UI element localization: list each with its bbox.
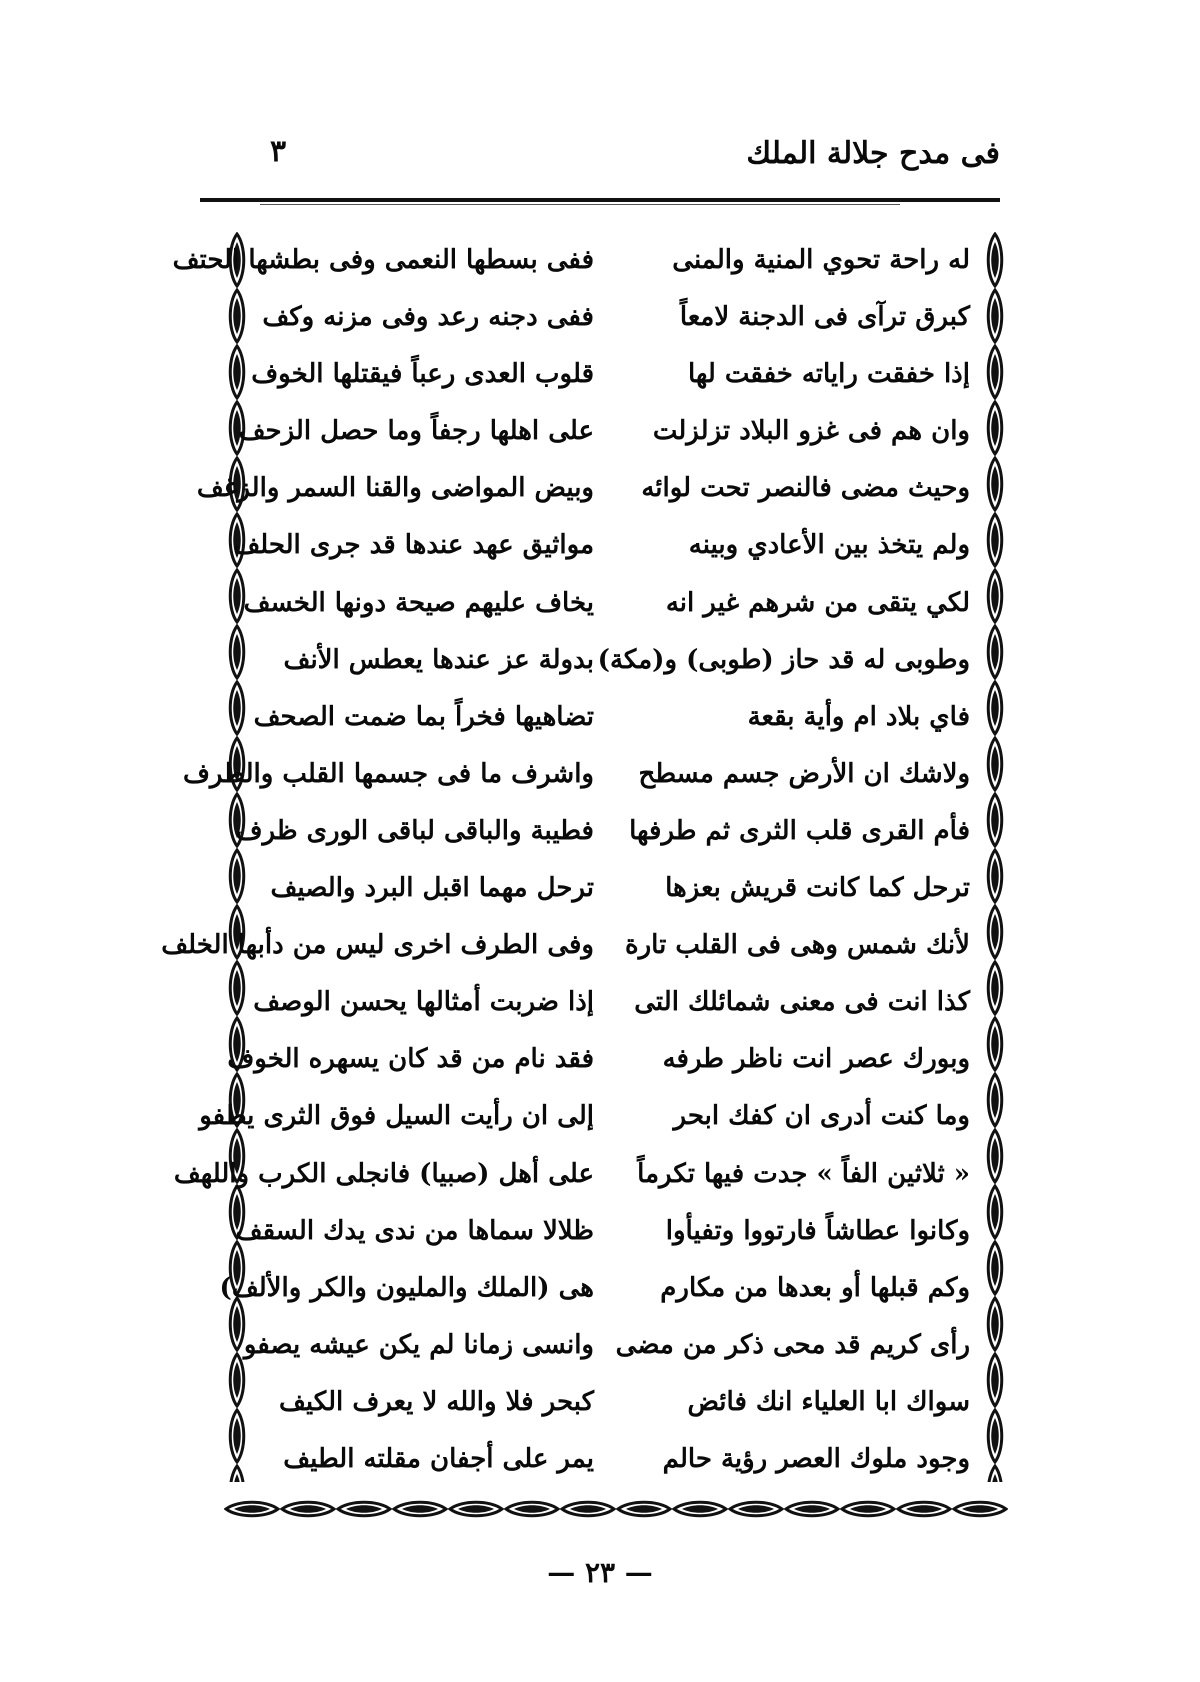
verse-line: وحيث مضى فالنصر تحت لوائه bbox=[641, 473, 970, 504]
verse-line: ولم يتخذ بين الأعادي وبينه bbox=[688, 530, 970, 561]
verse-line: ففى بسطها النعمى وفى بطشها الحتف bbox=[172, 245, 594, 275]
verse-line: بدولة عز عندها يعطس الأنف bbox=[283, 644, 594, 675]
verse-line: لكي يتقى من شرهم غير انه bbox=[665, 587, 970, 618]
verse-line: قلوب العدى رعباً فيقتلها الخوف bbox=[251, 359, 594, 390]
verse-line: ولاشك ان الأرض جسم مسطح bbox=[638, 758, 970, 789]
verse-line: وكم قبلها أو بعدها من مكارم bbox=[660, 1272, 970, 1303]
verse-line: فاي بلاد ام وأية بقعة bbox=[747, 701, 970, 732]
verse-line: مواثيق عهد عندها قد جرى الحلف bbox=[233, 530, 594, 561]
verse-line: كبرق ترآى فى الدجنة لامعاً bbox=[679, 302, 970, 333]
running-header bbox=[240, 128, 1000, 188]
verse-line: إلى ان رأيت السيل فوق الثرى يطفو bbox=[199, 1101, 594, 1132]
verse-line: ففى دجنه رعد وفى مزنه وكف bbox=[262, 302, 594, 333]
ornamental-frame bbox=[161, 232, 1008, 1522]
verse-line: وطوبى له قد حاز (طوبى) و(مكة) bbox=[597, 644, 970, 675]
running-title: فى مدح جلالة الملك bbox=[746, 136, 1000, 171]
verse-line: وان هم فى غزو البلاد تزلزلت bbox=[652, 416, 970, 447]
verse-line: وانسى زمانا لم يكن عيشه يصفو bbox=[243, 1329, 594, 1360]
verse-line: هى (الملك والمليون والكر والألف) bbox=[219, 1272, 594, 1303]
verse-line: سواك ابا العلياء انك فائض bbox=[687, 1386, 970, 1417]
verse-line: فأم القرى قلب الثرى ثم طرفها bbox=[629, 815, 970, 846]
header-rule-thin bbox=[260, 204, 900, 205]
verse-line: تضاهيها فخراً بما ضمت الصحف bbox=[253, 701, 594, 732]
verse-line: ترحل مهما اقبل البرد والصيف bbox=[270, 873, 594, 904]
bottom-ornament-border bbox=[224, 1496, 1008, 1522]
header-rule bbox=[200, 198, 1000, 202]
verse-line: وفى الطرف اخرى ليس من دأبها الخلف bbox=[161, 930, 594, 961]
verse-line: على أهل (صبيا) فانجلى الكرب واللهف bbox=[173, 1158, 594, 1189]
verse-line: وبورك عصر انت ناظر طرفه bbox=[662, 1044, 970, 1075]
verse-line: وجود ملوك العصر رؤية حالم bbox=[662, 1443, 970, 1474]
verse-line: فطيبة والباقى لباقى الورى ظرف bbox=[235, 815, 594, 846]
right-ornament-border bbox=[982, 232, 1008, 1482]
verse-line: لأنك شمس وهى فى القلب تارة bbox=[624, 930, 970, 961]
first-hemistich-column bbox=[597, 232, 970, 1474]
verse-line: وبيض المواضى والقنا السمر والزغف bbox=[196, 473, 594, 504]
verse-line: واشرف ما فى جسمها القلب والطرف bbox=[182, 758, 594, 789]
verse-line: ظلالا سماها من ندى يدك السقف bbox=[235, 1215, 594, 1246]
section-number: ٣ bbox=[270, 134, 287, 169]
poem-body bbox=[161, 232, 978, 1474]
verse-line: وكانوا عطاشاً فارتووا وتفيأوا bbox=[665, 1215, 970, 1246]
verse-line: له راحة تحوي المنية والمنى bbox=[672, 245, 970, 275]
verse-line: وما كنت أدرى ان كفك ابحر bbox=[673, 1101, 970, 1132]
verse-line: فقد نام من قد كان يسهره الخوف bbox=[227, 1044, 594, 1075]
verse-line: رأى كريم قد محى ذكر من مضى bbox=[615, 1329, 970, 1360]
verse-line: « ثلاثين الفاً » جدت فيها تكرماً bbox=[637, 1158, 970, 1189]
verse-line: يخاف عليهم صيحة دونها الخسف bbox=[243, 587, 594, 618]
page-number: — ٢٣ — bbox=[547, 1556, 653, 1589]
second-hemistich-column bbox=[161, 232, 594, 1474]
verse-line: يمر على أجفان مقلته الطيف bbox=[283, 1443, 594, 1474]
verse-line: إذا خفقت راياته خفقت لها bbox=[688, 359, 970, 390]
verse-line: على اهلها رجفاً وما حصل الزحف bbox=[238, 416, 594, 447]
verse-line: كبحر فلا والله لا يعرف الكيف bbox=[279, 1386, 594, 1417]
verse-line: إذا ضربت أمثالها يحسن الوصف bbox=[253, 987, 594, 1018]
verse-line: ترحل كما كانت قريش بعزها bbox=[665, 873, 970, 904]
verse-line: كذا انت فى معنى شمائلك التى bbox=[634, 987, 970, 1018]
